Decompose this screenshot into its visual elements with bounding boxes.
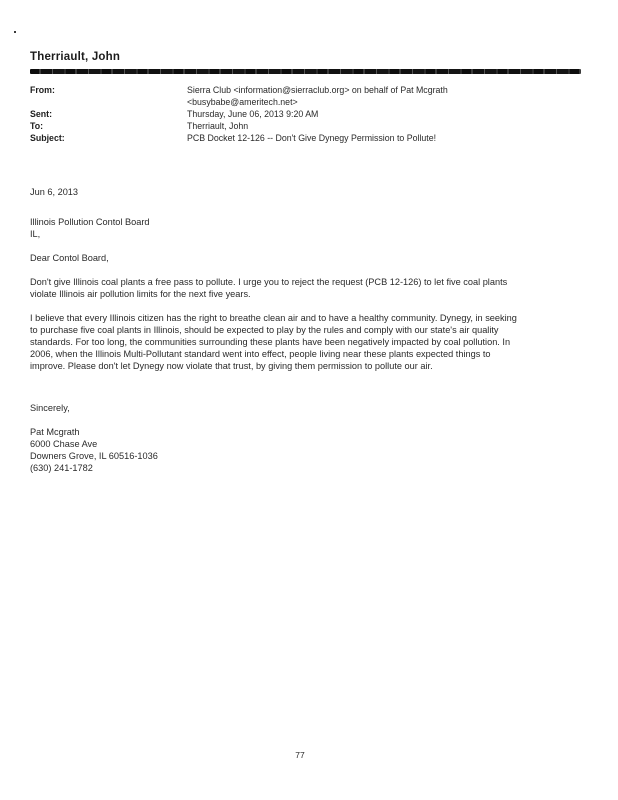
letter-paragraph-1 bbox=[30, 276, 507, 300]
subject-label: Subject: bbox=[30, 133, 65, 143]
paragraph-line: to purchase five coal plants in Illinois, should be expected to play by the rules and comply with our state's air quality bbox=[30, 325, 499, 335]
letter-signature-block bbox=[30, 426, 158, 474]
field-row-from bbox=[30, 84, 590, 108]
sent-value-line: Thursday, June 06, 2013 9:20 AM bbox=[187, 109, 319, 119]
letter-closing bbox=[30, 402, 70, 414]
subject-value bbox=[187, 132, 436, 144]
signature-line: 6000 Chase Ave bbox=[30, 439, 98, 449]
email-recipient-header: Therriault, John bbox=[30, 51, 121, 63]
field-row-sent bbox=[30, 108, 590, 120]
address-line: Illinois Pollution Contol Board bbox=[30, 217, 150, 227]
field-row-to bbox=[30, 120, 590, 132]
paragraph-line: I believe that every Illinois citizen has the right to breathe clean air and to have a healthy community. Dynegy, in seeking bbox=[30, 313, 517, 323]
signature-line: Pat Mcgrath bbox=[30, 427, 80, 437]
sent-label: Sent: bbox=[30, 109, 52, 119]
from-value-line: <busybabe@ameritech.net> bbox=[187, 97, 298, 107]
header-divider bbox=[30, 69, 581, 74]
paragraph-line: 2006, when the Illinois Multi-Pollutant standard went into effect, people living near these plants expected things to bbox=[30, 349, 491, 359]
email-header-fields bbox=[30, 84, 590, 144]
paragraph-line: standards. For too long, the communities surrounding these plants have been negatively impacted by coal pollution. In bbox=[30, 337, 511, 347]
paragraph-line: Don't give Illinois coal plants a free pass to pollute. I urge you to reject the request (PCB 12-126) to let five coal plants bbox=[30, 277, 508, 287]
to-value bbox=[187, 120, 248, 132]
signature-line: (630) 241-1782 bbox=[30, 463, 93, 473]
closing-line: Sincerely, bbox=[30, 403, 70, 413]
from-value-line: Sierra Club <information@sierraclub.org> on behalf of Pat Mcgrath bbox=[187, 85, 448, 95]
paragraph-line: improve. Please don't let Dynegy now violate that trust, by giving them permission to pollute our air. bbox=[30, 361, 433, 371]
to-value-line: Therriault, John bbox=[187, 121, 249, 131]
page-number: 77 bbox=[295, 750, 305, 760]
address-line: IL, bbox=[30, 229, 41, 239]
subject-value-line: PCB Docket 12-126 -- Don't Give Dynegy Permission to Pollute! bbox=[187, 133, 437, 143]
letter-salutation bbox=[30, 252, 109, 264]
salutation-line: Dear Contol Board, bbox=[30, 253, 109, 263]
paragraph-line: violate Illinois air pollution limits for the next five years. bbox=[30, 289, 251, 299]
sent-value bbox=[187, 108, 318, 120]
from-value bbox=[187, 84, 448, 108]
field-row-subject bbox=[30, 132, 590, 144]
letter-date bbox=[30, 186, 78, 198]
from-label: From: bbox=[30, 85, 55, 95]
signature-line: Downers Grove, IL 60516-1036 bbox=[30, 451, 158, 461]
date-line: Jun 6, 2013 bbox=[30, 187, 79, 197]
scan-artifact-dot bbox=[14, 31, 16, 33]
letter-paragraph-2 bbox=[30, 312, 517, 372]
letter-address bbox=[30, 216, 150, 240]
to-label: To: bbox=[30, 121, 44, 131]
